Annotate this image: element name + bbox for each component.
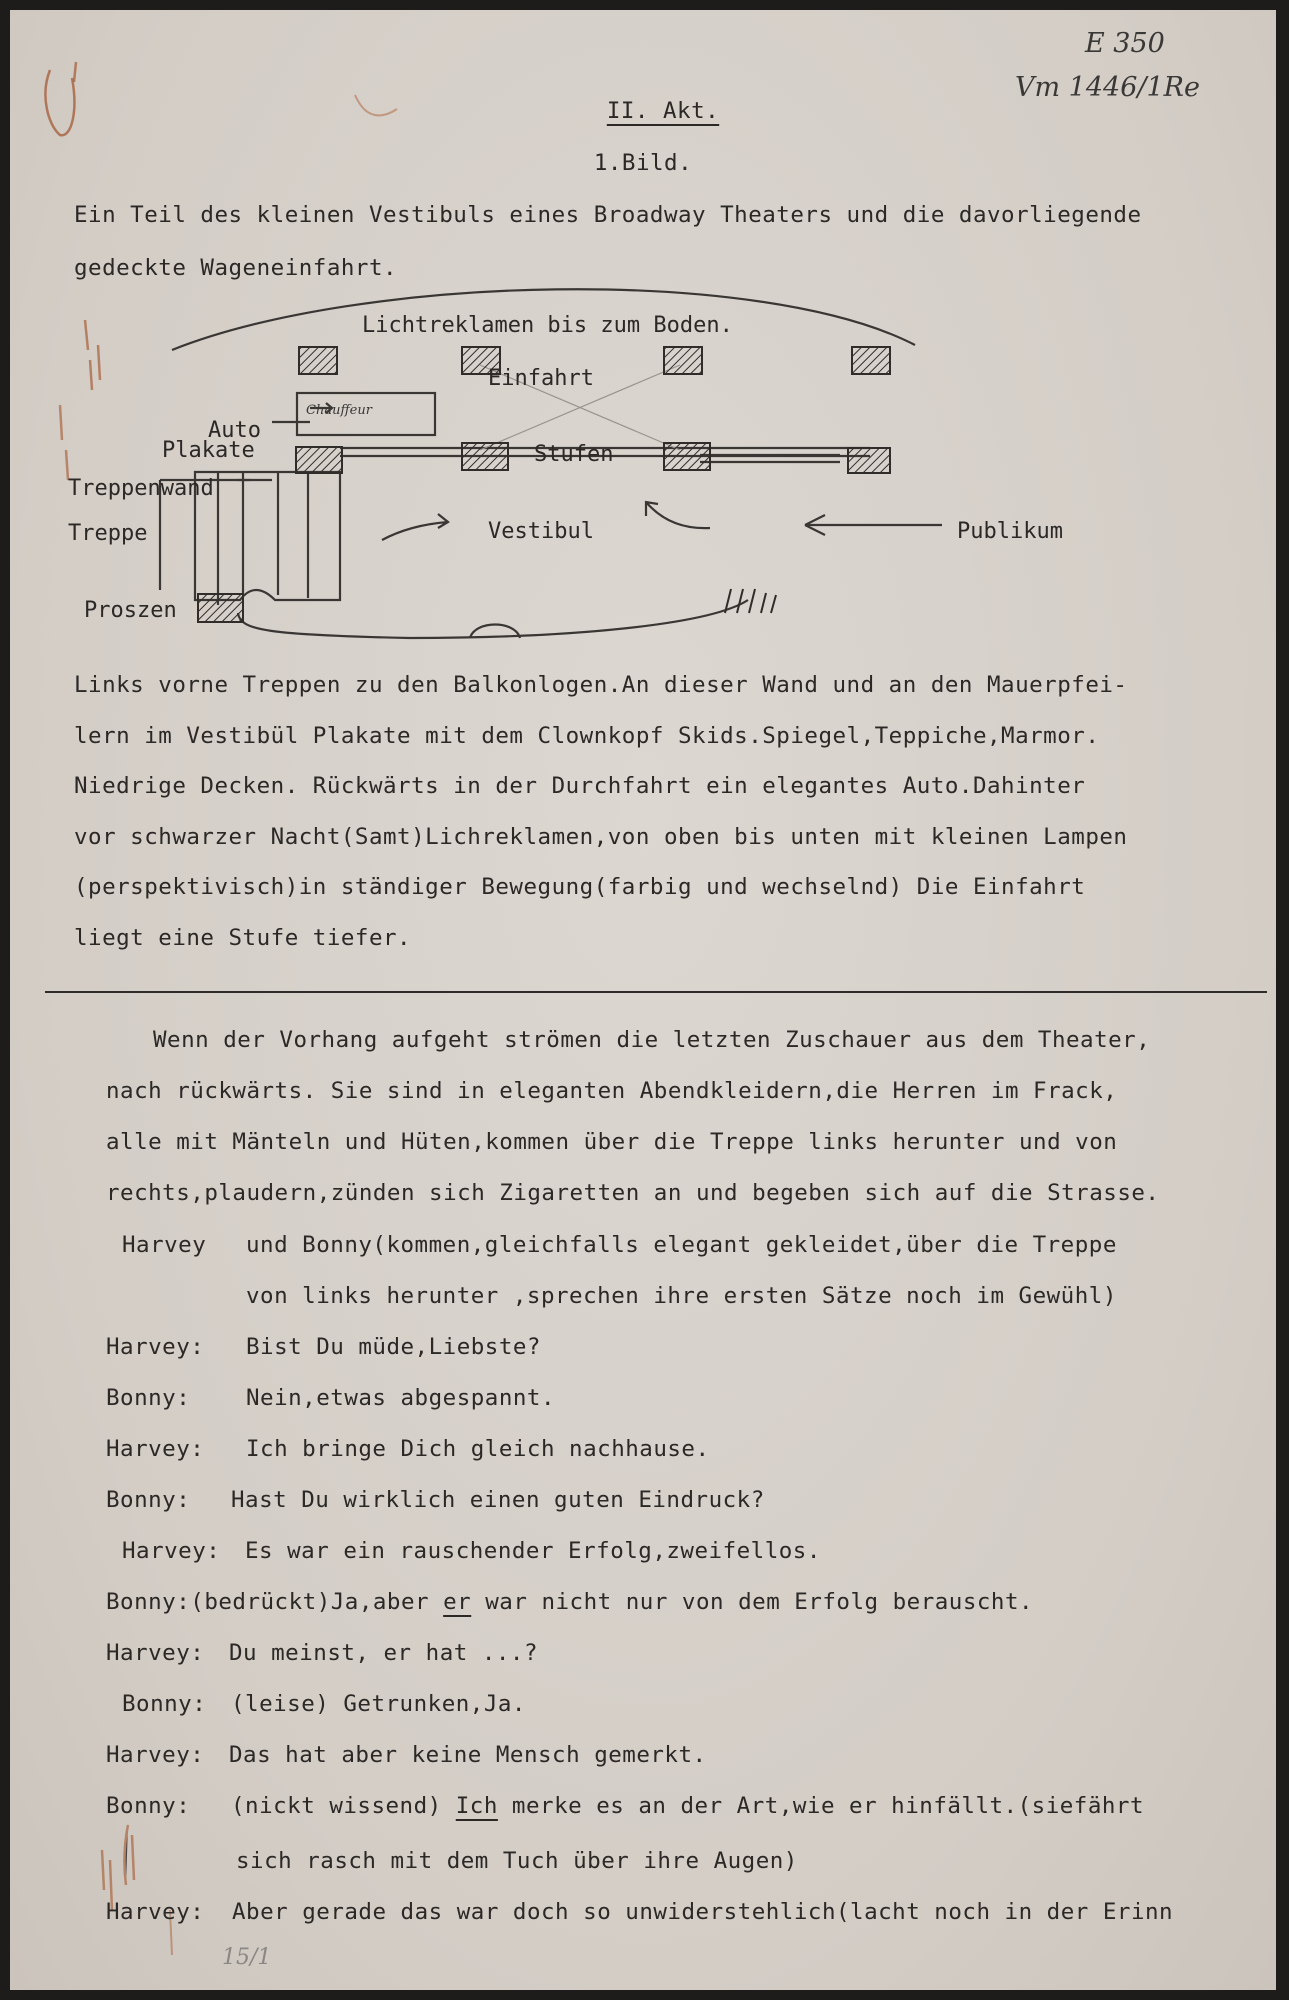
speaker-name: Bonny: (106, 1487, 191, 1513)
description-line-6: liegt eine Stufe tiefer. (74, 925, 412, 951)
plan-label-auto: Auto (208, 418, 261, 443)
scene-heading: 1.Bild. (593, 150, 693, 176)
dialogue-text: Hast Du wirklich einen guten Eindruck? (231, 1487, 765, 1513)
folio-number: 15/1 (222, 1945, 272, 1970)
dialogue-line (106, 1640, 539, 1666)
plan-label-treppenwand: Treppenwand (68, 476, 214, 501)
plan-label-plakate: Plakate (162, 438, 255, 463)
description-line-3: Niedrige Decken. Rückwärts in der Durchfahrt ein elegantes Auto.Dahinter (74, 773, 1086, 799)
speaker-name: Harvey: (106, 1742, 205, 1768)
description-line-4: vor schwarzer Nacht(Samt)Lichreklamen,von oben bis unten mit kleinen Lampen (74, 824, 1128, 850)
dialogue-text: Du meinst, er hat ...? (229, 1640, 539, 1666)
dialogue-emphasis: er (443, 1589, 472, 1615)
speaker-name: Bonny: (106, 1385, 191, 1411)
dialogue-text: Es war ein rauschender Erfolg,zweifellos. (245, 1538, 821, 1564)
plan-label-publikum: Publikum (957, 519, 1063, 544)
plan-label-chauffeur: Chauffeur (306, 403, 372, 418)
dialogue-emphasis: Ich (455, 1793, 498, 1819)
dialogue-text: Ich bringe Dich gleich nachhause. (246, 1436, 710, 1462)
stage-direction-line-2: nach rückwärts. Sie sind in eleganten Abendkleidern,die Herren im Frack, (106, 1078, 1118, 1104)
entrance-line-2: von links herunter ,sprechen ihre ersten Sätze noch im Gewühl) (246, 1283, 1117, 1309)
stage-direction-line-1: Wenn der Vorhang aufgeht strömen die letzten Zuschauer aus dem Theater, (153, 1027, 1151, 1053)
act-heading: II. Akt. (606, 98, 720, 124)
dialogue-line (106, 1334, 541, 1360)
dialogue-text: merke es an der Art,wie er hinfällt.(siefährt (497, 1793, 1145, 1819)
speaker-name: Harvey: (122, 1538, 221, 1564)
dialogue-text: war nicht nur von dem Erfolg berauscht. (471, 1589, 1034, 1615)
description-line-1: Links vorne Treppen zu den Balkonlogen.An dieser Wand und an den Mauerpfei- (74, 672, 1128, 698)
dialogue-continuation (236, 1848, 798, 1874)
dialogue-line (106, 1589, 1033, 1615)
speaker-name: Harvey: (106, 1334, 205, 1360)
dialogue-text: Nein,etwas abgespannt. (246, 1385, 556, 1411)
entrance-speaker: Harvey (122, 1232, 207, 1258)
dialogue-line (122, 1691, 526, 1717)
speaker-name: Harvey: (106, 1436, 205, 1462)
dialogue-line (106, 1742, 707, 1768)
archive-code: E 350 (1085, 28, 1165, 59)
dialogue-line (106, 1793, 1145, 1819)
entrance-line-1: und Bonny(kommen,gleichfalls elegant gekleidet,über die Treppe (246, 1232, 1117, 1258)
plan-label-vestibul: Vestibul (488, 519, 594, 544)
dialogue-line (106, 1899, 1174, 1925)
dialogue-line (106, 1385, 556, 1411)
document-page (10, 10, 1276, 1990)
dialogue-text: (leise) Getrunken,Ja. (231, 1691, 526, 1717)
plan-label-lichtreklamen: Lichtreklamen bis zum Boden. (362, 313, 733, 338)
dialogue-text: sich rasch mit dem Tuch über ihre Augen) (236, 1848, 798, 1874)
dialogue-body (231, 1793, 1144, 1819)
plan-label-stufen: Stufen (534, 442, 614, 467)
description-line-2: lern im Vestibül Plakate mit dem Clownkopf Skids.Spiegel,Teppiche,Marmor. (74, 723, 1100, 749)
archive-reference: Vm 1446/1Re (1015, 72, 1200, 103)
stage-plan-sketch (10, 10, 1276, 710)
stage-direction-line-3: alle mit Mänteln und Hüten,kommen über die Treppe links herunter und von (106, 1129, 1118, 1155)
dialogue-text: Bist Du müde,Liebste? (246, 1334, 541, 1360)
dialogue-line (106, 1436, 710, 1462)
intro-line-1: Ein Teil des kleinen Vestibuls eines Broadway Theaters und die davorliegende (74, 202, 1142, 228)
speaker-name: Bonny: (122, 1691, 207, 1717)
intro-line-2: gedeckte Wageneinfahrt. (74, 255, 398, 281)
plan-label-proszen: Proszen (84, 598, 177, 623)
description-line-5: (perspektivisch)in ständiger Bewegung(farbig und wechselnd) Die Einfahrt (74, 874, 1086, 900)
speaker-name: Harvey: (106, 1899, 205, 1925)
dialogue-direction: (bedrückt)Ja,aber (190, 1589, 444, 1615)
speaker-name: Bonny: (106, 1793, 191, 1819)
speaker-name: Harvey: (106, 1640, 205, 1666)
dialogue-direction: (nickt wissend) (231, 1793, 456, 1819)
section-divider (45, 991, 1267, 993)
dialogue-text: Aber gerade das war doch so unwiderstehlich(lacht noch in der Erinn (232, 1899, 1174, 1925)
speaker-name: Bonny: (106, 1589, 191, 1615)
plan-label-treppe: Treppe (68, 521, 148, 546)
stage-direction-line-4: rechts,plaudern,zünden sich Zigaretten an und begeben sich auf die Strasse. (106, 1180, 1160, 1206)
plan-label-einfahrt: Einfahrt (488, 366, 594, 391)
dialogue-line (122, 1538, 821, 1564)
dialogue-line (106, 1487, 765, 1513)
dialogue-text: Das hat aber keine Mensch gemerkt. (229, 1742, 707, 1768)
